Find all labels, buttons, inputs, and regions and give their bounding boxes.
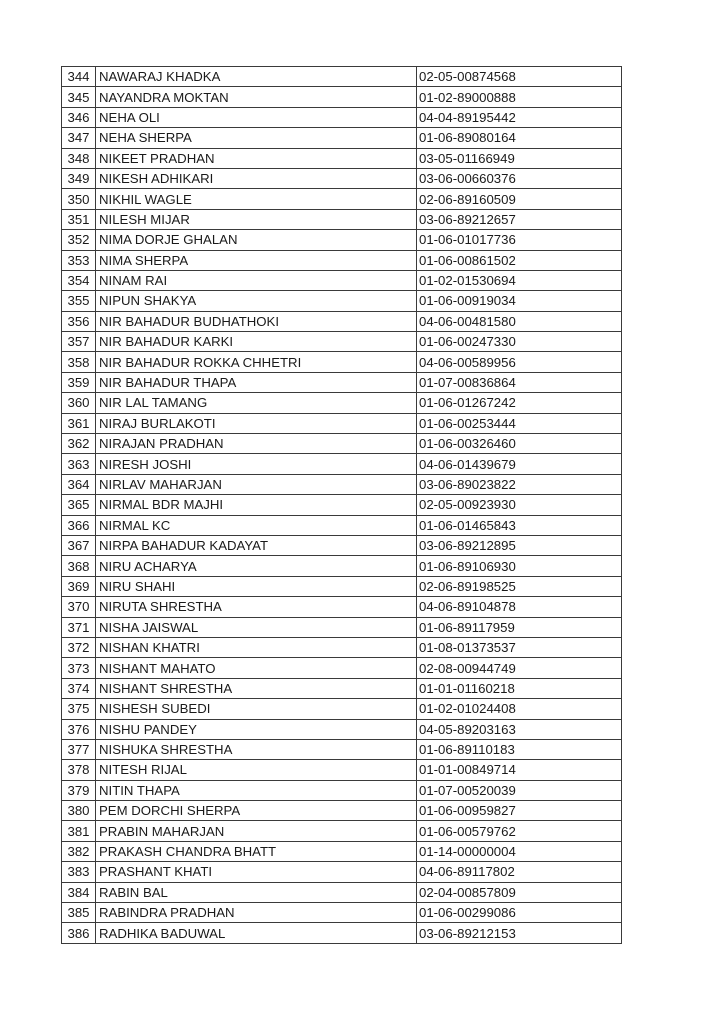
table-row <box>62 841 622 861</box>
id-number-cell: 01-06-00579762 <box>417 821 622 841</box>
serial-number-cell: 379 <box>62 780 96 800</box>
serial-number-cell: 346 <box>62 107 96 127</box>
name-cell: NISHA JAISWAL <box>96 617 417 637</box>
serial-number-cell: 369 <box>62 576 96 596</box>
table-row <box>62 270 622 290</box>
id-number-cell: 03-05-01166949 <box>417 148 622 168</box>
name-cell: NIKESH ADHIKARI <box>96 168 417 188</box>
name-cell: NEHA SHERPA <box>96 128 417 148</box>
serial-number-cell: 368 <box>62 556 96 576</box>
id-number-cell: 01-01-01160218 <box>417 678 622 698</box>
id-number-cell: 01-06-00959827 <box>417 801 622 821</box>
serial-number-cell: 357 <box>62 332 96 352</box>
table-row <box>62 393 622 413</box>
id-number-cell: 01-06-00299086 <box>417 903 622 923</box>
serial-number-cell: 374 <box>62 678 96 698</box>
name-cell: NIRLAV MAHARJAN <box>96 474 417 494</box>
table-row <box>62 230 622 250</box>
id-number-cell: 01-06-89117959 <box>417 617 622 637</box>
name-cell: RADHIKA BADUWAL <box>96 923 417 943</box>
id-number-cell: 01-02-89000888 <box>417 87 622 107</box>
table-row <box>62 67 622 87</box>
serial-number-cell: 378 <box>62 760 96 780</box>
table-row <box>62 760 622 780</box>
id-number-cell: 01-06-00247330 <box>417 332 622 352</box>
table-row <box>62 801 622 821</box>
name-cell: NITESH RIJAL <box>96 760 417 780</box>
id-number-cell: 01-08-01373537 <box>417 637 622 657</box>
name-cell: NISHANT SHRESTHA <box>96 678 417 698</box>
id-number-cell: 01-06-89106930 <box>417 556 622 576</box>
table-row <box>62 291 622 311</box>
id-number-cell: 03-06-00660376 <box>417 168 622 188</box>
name-cell: NISHU PANDEY <box>96 719 417 739</box>
name-cell: RABIN BAL <box>96 882 417 902</box>
name-cell: NISHESH SUBEDI <box>96 699 417 719</box>
serial-number-cell: 354 <box>62 270 96 290</box>
id-number-cell: 03-06-89212657 <box>417 209 622 229</box>
serial-number-cell: 344 <box>62 67 96 87</box>
serial-number-cell: 365 <box>62 495 96 515</box>
table-row <box>62 923 622 943</box>
table-row <box>62 637 622 657</box>
table-row <box>62 780 622 800</box>
name-cell: NISHAN KHATRI <box>96 637 417 657</box>
table-row <box>62 148 622 168</box>
id-number-cell: 02-04-00857809 <box>417 882 622 902</box>
name-cell: NIR BAHADUR KARKI <box>96 332 417 352</box>
table-row <box>62 372 622 392</box>
name-cell: NIPUN SHAKYA <box>96 291 417 311</box>
table-row <box>62 617 622 637</box>
id-number-cell: 01-02-01530694 <box>417 270 622 290</box>
table-row <box>62 189 622 209</box>
name-cell: RABINDRA PRADHAN <box>96 903 417 923</box>
name-cell: NIMA DORJE GHALAN <box>96 230 417 250</box>
name-cell: NIRESH JOSHI <box>96 454 417 474</box>
id-number-cell: 04-06-89117802 <box>417 862 622 882</box>
serial-number-cell: 373 <box>62 658 96 678</box>
name-cell: NIMA SHERPA <box>96 250 417 270</box>
id-number-cell: 01-06-00919034 <box>417 291 622 311</box>
table-row <box>62 311 622 331</box>
id-number-cell: 01-06-00253444 <box>417 413 622 433</box>
table-row <box>62 495 622 515</box>
name-cell: NISHANT MAHATO <box>96 658 417 678</box>
id-number-cell: 02-05-00923930 <box>417 495 622 515</box>
id-number-cell: 01-06-01017736 <box>417 230 622 250</box>
name-cell: NIRUTA SHRESTHA <box>96 597 417 617</box>
serial-number-cell: 383 <box>62 862 96 882</box>
name-cell: NIRU SHAHI <box>96 576 417 596</box>
serial-number-cell: 361 <box>62 413 96 433</box>
serial-number-cell: 347 <box>62 128 96 148</box>
id-number-cell: 01-06-00326460 <box>417 434 622 454</box>
serial-number-cell: 352 <box>62 230 96 250</box>
serial-number-cell: 376 <box>62 719 96 739</box>
id-number-cell: 01-06-89110183 <box>417 739 622 759</box>
table-row <box>62 209 622 229</box>
serial-number-cell: 358 <box>62 352 96 372</box>
serial-number-cell: 350 <box>62 189 96 209</box>
name-cell: PRASHANT KHATI <box>96 862 417 882</box>
name-cell: NIRU ACHARYA <box>96 556 417 576</box>
name-cell: NILESH MIJAR <box>96 209 417 229</box>
table-row <box>62 739 622 759</box>
name-cell: PEM DORCHI SHERPA <box>96 801 417 821</box>
id-number-cell: 01-07-00520039 <box>417 780 622 800</box>
table-row <box>62 678 622 698</box>
name-cell: NIR BAHADUR THAPA <box>96 372 417 392</box>
id-number-cell: 04-06-00481580 <box>417 311 622 331</box>
id-number-cell: 02-06-89198525 <box>417 576 622 596</box>
table-row <box>62 597 622 617</box>
name-cell: NIR BAHADUR ROKKA CHHETRI <box>96 352 417 372</box>
serial-number-cell: 367 <box>62 535 96 555</box>
table-row <box>62 352 622 372</box>
table-row <box>62 474 622 494</box>
name-cell: NITIN THAPA <box>96 780 417 800</box>
name-cell: PRAKASH CHANDRA BHATT <box>96 841 417 861</box>
table-row <box>62 556 622 576</box>
name-cell: NIR LAL TAMANG <box>96 393 417 413</box>
table-row <box>62 434 622 454</box>
table-row <box>62 821 622 841</box>
name-cell: NEHA OLI <box>96 107 417 127</box>
serial-number-cell: 370 <box>62 597 96 617</box>
roster-table-body <box>62 67 622 944</box>
table-row <box>62 658 622 678</box>
id-number-cell: 01-01-00849714 <box>417 760 622 780</box>
id-number-cell: 04-06-00589956 <box>417 352 622 372</box>
serial-number-cell: 356 <box>62 311 96 331</box>
id-number-cell: 02-06-89160509 <box>417 189 622 209</box>
table-row <box>62 903 622 923</box>
id-number-cell: 01-02-01024408 <box>417 699 622 719</box>
serial-number-cell: 364 <box>62 474 96 494</box>
id-number-cell: 02-08-00944749 <box>417 658 622 678</box>
serial-number-cell: 345 <box>62 87 96 107</box>
serial-number-cell: 360 <box>62 393 96 413</box>
id-number-cell: 04-06-89104878 <box>417 597 622 617</box>
serial-number-cell: 372 <box>62 637 96 657</box>
table-row <box>62 454 622 474</box>
serial-number-cell: 381 <box>62 821 96 841</box>
id-number-cell: 02-05-00874568 <box>417 67 622 87</box>
name-cell: PRABIN MAHARJAN <box>96 821 417 841</box>
serial-number-cell: 382 <box>62 841 96 861</box>
serial-number-cell: 366 <box>62 515 96 535</box>
id-number-cell: 01-06-00861502 <box>417 250 622 270</box>
name-cell: NAWARAJ KHADKA <box>96 67 417 87</box>
table-row <box>62 576 622 596</box>
serial-number-cell: 385 <box>62 903 96 923</box>
table-row <box>62 413 622 433</box>
table-row <box>62 107 622 127</box>
roster-table <box>61 66 622 944</box>
table-row <box>62 250 622 270</box>
id-number-cell: 04-05-89203163 <box>417 719 622 739</box>
id-number-cell: 03-06-89212153 <box>417 923 622 943</box>
serial-number-cell: 359 <box>62 372 96 392</box>
table-row <box>62 882 622 902</box>
serial-number-cell: 363 <box>62 454 96 474</box>
serial-number-cell: 384 <box>62 882 96 902</box>
serial-number-cell: 362 <box>62 434 96 454</box>
id-number-cell: 04-06-01439679 <box>417 454 622 474</box>
id-number-cell: 01-14-00000004 <box>417 841 622 861</box>
name-cell: NIRAJ BURLAKOTI <box>96 413 417 433</box>
serial-number-cell: 371 <box>62 617 96 637</box>
serial-number-cell: 348 <box>62 148 96 168</box>
serial-number-cell: 377 <box>62 739 96 759</box>
name-cell: NIRPA BAHADUR KADAYAT <box>96 535 417 555</box>
serial-number-cell: 386 <box>62 923 96 943</box>
name-cell: NIR BAHADUR BUDHATHOKI <box>96 311 417 331</box>
serial-number-cell: 380 <box>62 801 96 821</box>
table-row <box>62 332 622 352</box>
table-row <box>62 699 622 719</box>
serial-number-cell: 351 <box>62 209 96 229</box>
name-cell: NIRMAL KC <box>96 515 417 535</box>
table-row <box>62 128 622 148</box>
id-number-cell: 01-06-89080164 <box>417 128 622 148</box>
table-row <box>62 862 622 882</box>
table-row <box>62 168 622 188</box>
id-number-cell: 04-04-89195442 <box>417 107 622 127</box>
name-cell: NINAM RAI <box>96 270 417 290</box>
serial-number-cell: 355 <box>62 291 96 311</box>
serial-number-cell: 353 <box>62 250 96 270</box>
id-number-cell: 01-06-01267242 <box>417 393 622 413</box>
serial-number-cell: 375 <box>62 699 96 719</box>
id-number-cell: 01-06-01465843 <box>417 515 622 535</box>
name-cell: NIKHIL WAGLE <box>96 189 417 209</box>
table-row <box>62 719 622 739</box>
name-cell: NAYANDRA MOKTAN <box>96 87 417 107</box>
id-number-cell: 03-06-89212895 <box>417 535 622 555</box>
table-row <box>62 535 622 555</box>
name-cell: NIKEET PRADHAN <box>96 148 417 168</box>
table-row <box>62 87 622 107</box>
name-cell: NIRAJAN PRADHAN <box>96 434 417 454</box>
table-row <box>62 515 622 535</box>
name-cell: NISHUKA SHRESTHA <box>96 739 417 759</box>
id-number-cell: 01-07-00836864 <box>417 372 622 392</box>
id-number-cell: 03-06-89023822 <box>417 474 622 494</box>
name-cell: NIRMAL BDR MAJHI <box>96 495 417 515</box>
serial-number-cell: 349 <box>62 168 96 188</box>
